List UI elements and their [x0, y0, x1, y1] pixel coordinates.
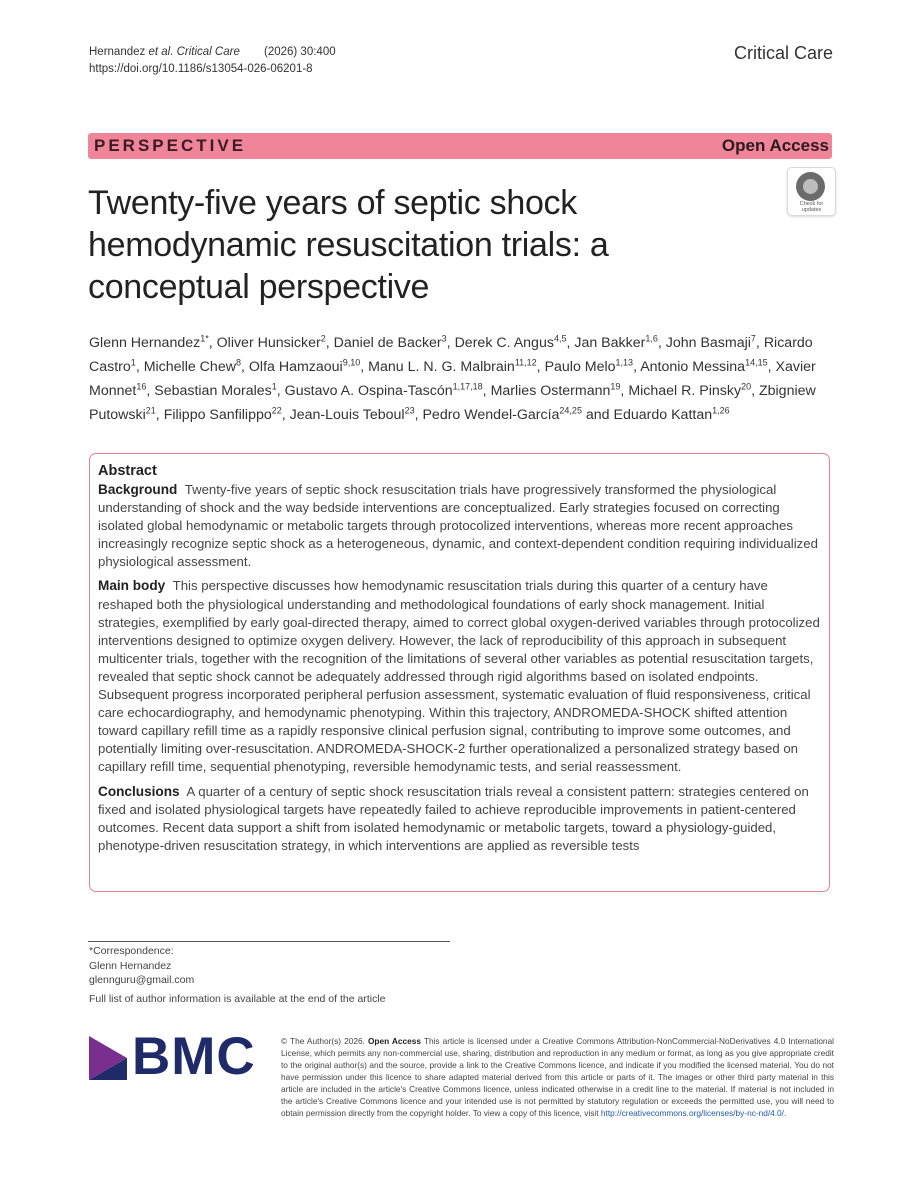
cfu-line1: Check for: [799, 201, 824, 207]
author-name: Michelle Chew$^8$: [143, 357, 241, 375]
author-affiliation-marker[interactable]: 1,6: [645, 333, 658, 344]
author-separator: ,: [146, 383, 155, 399]
article-type: PERSPECTIVE: [94, 136, 247, 155]
correspondence-name: Glenn Hernandez: [89, 959, 172, 972]
author-separator: ,: [135, 359, 144, 375]
author-affiliation-marker[interactable]: 2: [320, 333, 326, 344]
author-name: Ricardo Castro$^1$: [89, 335, 813, 375]
bmc-logo-text: BMC: [132, 1027, 256, 1086]
author-separator: ,: [657, 335, 666, 351]
author-affiliation-marker[interactable]: 24,25: [559, 405, 582, 416]
author-name: Marlies Ostermann$^{19}$: [490, 381, 621, 399]
author-separator: ,: [633, 359, 641, 375]
author-separator: ,: [751, 383, 759, 399]
open-access-label: Open Access: [721, 136, 829, 155]
author-name: Xavier Monnet$^{16}$: [89, 359, 816, 399]
article-type-banner: [88, 133, 832, 159]
correspondence-label: *Correspondence:: [89, 945, 174, 957]
abstract-heading: Abstract: [98, 463, 157, 479]
author-separator: ,: [360, 359, 369, 375]
author-affiliation-marker[interactable]: 9,10: [342, 357, 361, 368]
author-affiliation-marker[interactable]: 16: [136, 381, 147, 392]
author-separator: ,: [536, 359, 545, 375]
author-separator: ,: [325, 335, 334, 351]
author-separator: ,: [240, 359, 249, 375]
abstract-section-label: Conclusions: [98, 783, 180, 799]
author-separator: ,: [281, 407, 290, 423]
license-link[interactable]: http://creativecommons.org/licenses/by-nc-nd/4.0/: [600, 1108, 784, 1118]
author-name: Oliver Hunsicker$^2$: [216, 333, 326, 351]
author-affiliation-marker[interactable]: 14,15: [745, 357, 768, 368]
author-name: Olfa Hamzaoui$^{9,10}$: [248, 357, 361, 375]
author-name: Paulo Melo$^{1,13}$: [544, 357, 634, 375]
license-body: This article is licensed under a Creative Commons Attribution-NonCommercial-NoDerivatives 4.0 International License, which permits any non-commercial use, sharing, distribution and reproduction in any medium or format, as long as you give appropriate credit to the original author(s) and the source, provide a link to the Creative Commons licence, and indicate if you modified the licensed material. You do not have permission under this licence to share adapted material derived from this article or parts of it. The images or other third party material in this article are included in the article's Creative Commons licence, unless indicated otherwise in a credit line to the material. If material is not included in the article's Creative Commons licence and your intended use is not permitted by statutory regulation or exceeds the permitted use, you will need to obtain permission directly from the copyright holder. To view a copy of this licence, visit: [281, 1036, 835, 1118]
author-separator: ,: [155, 407, 164, 423]
author-name: Gustavo A. Ospina-Tascón$^{1,17,18}$: [284, 381, 483, 399]
author-separator: ,: [566, 335, 575, 351]
cfu-line2: updates: [801, 207, 822, 213]
author-affiliation-marker[interactable]: 7: [750, 333, 756, 344]
author-name: Sebastian Morales$^1$: [154, 381, 277, 399]
author-separator: ,: [276, 383, 285, 399]
author-separator: ,: [620, 383, 629, 399]
doi-link[interactable]: https://doi.org/10.1186/s13054-026-06201-8: [89, 63, 313, 75]
abstract-section-label: Main body: [98, 578, 166, 594]
author-affiliation-marker[interactable]: 11,12: [514, 357, 537, 368]
author-name: John Basmaji$^7$: [665, 333, 756, 351]
author-name: Manu L. N. G. Malbrain$^{11,12}$: [368, 357, 537, 375]
correspondence-block: [89, 944, 194, 988]
correspondence-email[interactable]: glennguru@gmail.com: [89, 974, 195, 986]
abstract-section-text: Twenty-five years of septic shock resuscitation trials have progressively transformed the physiological understanding of shock and the way bedside interventions are conceptualized. Early strategies focused on correcting isolated global hemodynamic or metabolic targets through protocolized interventions, whereas more recent approaches increasingly recognize septic shock as a heterogeneous, dynamic, and context-dependent condition requiring individualized physiological assessment.: [98, 482, 818, 570]
citation-journal-name: Critical Care: [173, 46, 240, 58]
license-open-access: Open Access: [367, 1036, 421, 1046]
author-affiliation-marker[interactable]: 4,5: [553, 333, 567, 344]
author-name: Derek C. Angus$^{4,5}$: [454, 333, 567, 351]
abstract-section-text: This perspective discusses how hemodynamic resuscitation trials during this quarter of a century have reshaped both the physiological understanding and methodological foundations of early shock management. Initial strategies, exemplified by early goal-directed therapy, aimed to correct global oxygen-derived variables through protocolized interventions designed to optimize oxygen delivery. However, the lack of reproducibility of this approach in subsequent multicenter trials, together with the recognition of the limitations of several other variables as potential resuscitation targets, revealed that septic shock cannot be adequately addressed through rigid algorithms based on isolated endpoints. Subsequent progress incorporated peripheral perfusion assessment, systematic evaluation of fluid responsiveness, critical care echocardiography, and hemodynamic phenotyping. Within this trajectory, ANDROMEDA-SHOCK shifted attention toward capillary refill time as a rapidly responsive clinical perfusion signal, contributing to improve some outcomes, and potentially limiting over-resuscitation. ANDROMEDA-SHOCK-2 further operationalized a personalized strategy based on capillary refill time, sequential phenotyping, reversible hemodynamic tests, and serial reassessment.: [98, 578, 820, 775]
author-name: Zbigniew Putowski$^{21}$: [89, 383, 816, 423]
author-name: Jan Bakker$^{1,6}$: [574, 333, 658, 351]
author-name: Antonio Messina$^{14,15}$: [640, 357, 768, 375]
abstract-main-body: [98, 577, 821, 776]
check-for-updates-button[interactable]: [787, 167, 836, 216]
author-affiliation-marker[interactable]: 1,26: [712, 405, 730, 416]
check-for-updates-icon: [796, 172, 825, 201]
citation-year-volume: (2026) 30:400: [264, 46, 336, 58]
abstract-background: [98, 481, 821, 571]
journal-name: Critical Care: [733, 43, 833, 63]
abstract-section-text: A quarter of a century of septic shock resuscitation trials reveal a consistent pattern: strategies centered on fixed and isolated physiological targets have repeatedly failed to achieve reproducible improvements in patient-centered outcomes. Recent data support a shift from isolated hemodynamic or metabolic targets, toward a physiology-guided, phenotype-driven resuscitation strategy, in which interventions are applied as reversible tests: [98, 783, 809, 853]
author-affiliation-marker[interactable]: 20: [741, 381, 752, 392]
author-affiliation-marker[interactable]: 1*: [200, 333, 209, 344]
author-separator: ,: [446, 335, 455, 351]
author-affiliation-marker[interactable]: 22: [271, 405, 282, 416]
footnote-divider: [88, 941, 450, 942]
author-affiliation-marker[interactable]: 1: [130, 357, 136, 368]
license-text: [281, 1035, 834, 1119]
author-affiliation-marker[interactable]: 19: [610, 381, 621, 392]
author-affiliation-marker[interactable]: 1,13: [615, 357, 634, 368]
author-affiliation-marker[interactable]: 8: [235, 357, 241, 368]
author-affiliation-marker[interactable]: 21: [145, 405, 156, 416]
author-affiliation-marker[interactable]: 1: [271, 381, 277, 392]
citation-authors: Hernandez: [89, 46, 149, 58]
citation-journal: [89, 44, 264, 61]
author-affiliation-marker[interactable]: 23: [404, 405, 415, 416]
abstract-box: [89, 453, 830, 892]
author-affiliation-marker[interactable]: 3: [441, 333, 447, 344]
author-name: Filippo Sanfilippo$^{22}$: [163, 405, 282, 423]
author-name: Jean-Louis Teboul$^{23}$: [289, 405, 415, 423]
running-header-citation: [89, 44, 336, 78]
author-affiliation-marker[interactable]: 1,17,18: [452, 381, 483, 392]
author-separator: ,: [414, 407, 423, 423]
author-separator: ,: [755, 335, 764, 351]
author-info-note: Full list of author information is available at the end of the article: [89, 993, 386, 1005]
check-for-updates-label: [788, 201, 835, 213]
author-name: Michael R. Pinsky$^{20}$: [628, 381, 752, 399]
author-conjunction: and: [581, 407, 614, 423]
author-name: Eduardo Kattan$^{1,26}$: [613, 405, 730, 423]
author-separator: ,: [482, 383, 491, 399]
author-name: Glenn Hernandez$^{1*}$: [89, 333, 209, 351]
license-suffix: .: [783, 1108, 787, 1118]
abstract-conclusions: [98, 783, 821, 855]
author-separator: ,: [767, 359, 776, 375]
article-title: Twenty-five years of septic shock hemodynamic resuscitation trials: a conceptual perspective: [88, 184, 609, 306]
citation-etal: et al.: [148, 46, 174, 58]
license-prefix: © The Author(s) 2026.: [281, 1036, 365, 1046]
author-list: [89, 331, 839, 427]
author-separator: ,: [208, 335, 217, 351]
author-name: Pedro Wendel-García$^{24,25}$: [422, 405, 582, 423]
abstract-section-label: Background: [98, 482, 178, 497]
author-name: Daniel de Backer$^3$: [333, 333, 447, 351]
